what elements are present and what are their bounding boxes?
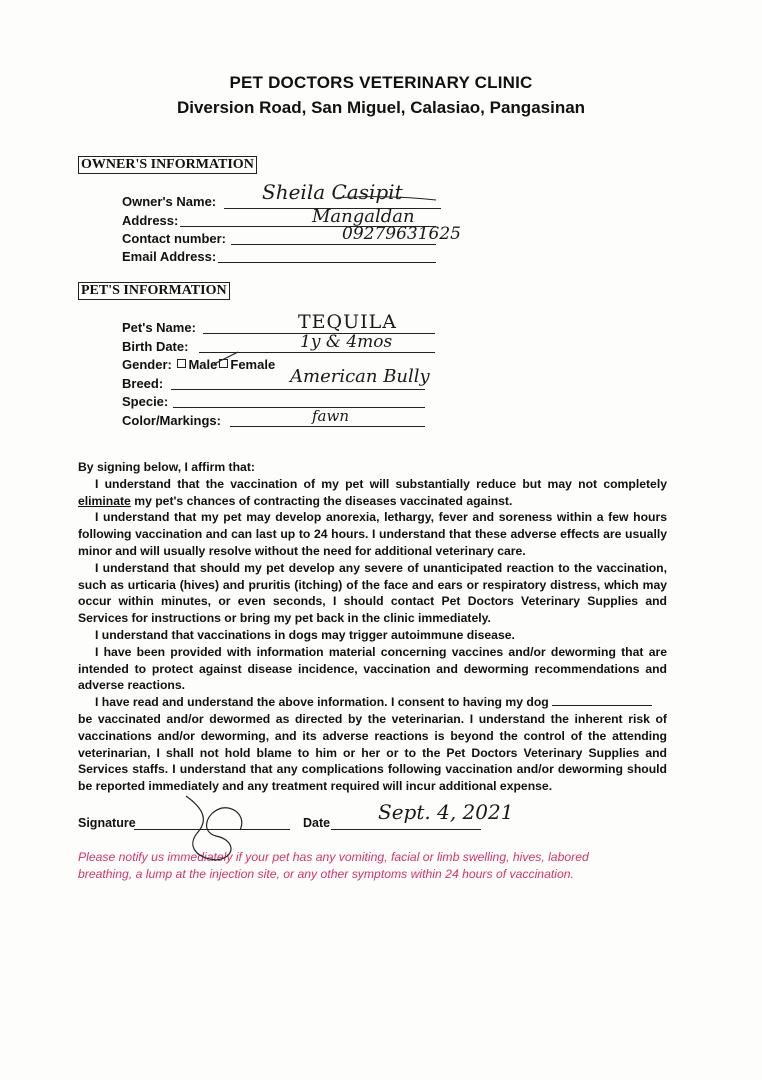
pet-name-label: Pet's Name: xyxy=(122,320,196,335)
consent-paragraph-3: I understand that should my pet develop any severe of unanticipated reaction to the vaccination, such as urticaria (hives) and pruritis (itching) of the face and ears or respiratory distress, which may occur within minutes, or even seconds, I should contact Pet Doctors Veterinary Supplies and Services for instructions or bring my pet back in the clinic immediately. xyxy=(78,560,667,626)
consent-paragraph-5: I have been provided with information material concerning vaccines and/or deworming that are intended to protect against disease incidence, vaccination and deworming recommendations and adverse reactions. xyxy=(78,644,667,693)
color-value: fawn xyxy=(312,407,349,425)
contact-label: Contact number: xyxy=(122,231,226,246)
consent-paragraph-6: I have read and understand the above information. I consent to having my dog be vaccinated and/or dewormed as directed by the veterinarian. I understand the inherent risk of vaccinations and/or deworming, and its adverse reactions is beyond the control of the attending veterinarian, I shall not hold blame to him or her or to the Pet Doctors Veterinary Supplies and Services staffs. I understand that any complications following vaccination and/or deworming should be reported immediately and any treatment required will incur additional expense. xyxy=(78,695,667,794)
breed-value: American Bully xyxy=(290,366,430,387)
gender-label: Gender: xyxy=(122,357,172,372)
color-label: Color/Markings: xyxy=(122,413,221,428)
contact-value: 09279631625 xyxy=(342,224,461,244)
consent-intro: By signing below, I affirm that: xyxy=(78,460,255,474)
species-label: Specie: xyxy=(122,394,169,409)
pet-section-title: PET'S INFORMATION xyxy=(78,282,230,300)
male-option-label: Male xyxy=(188,357,218,372)
consent-paragraph-4: I understand that vaccinations in dogs may trigger autoimmune disease. xyxy=(95,627,515,642)
consent-paragraph-2: I understand that my pet may develop anorexia, lethargy, fever and soreness within a few hours following vaccination and can last up to 24 hours. I understand that these adverse effects are usually minor and will usually resolve without the need for additional veterinary care. xyxy=(78,510,667,558)
clinic-address: Diversion Road, San Miguel, Calasiao, Pangasinan xyxy=(176,98,586,117)
owner-name-value: Sheila Casipit xyxy=(262,180,403,204)
date-value: Sept. 4, 2021 xyxy=(378,800,514,824)
owner-name-label: Owner's Name: xyxy=(122,194,217,209)
breed-label: Breed: xyxy=(122,376,164,391)
notice-text: Please notify us immediately if your pet has any vomiting, facial or limb swelling, hives, labored breathing, a lump at the injection site, or any other symptoms within 24 hours of vaccination. xyxy=(78,850,589,881)
owner-section-title: OWNER'S INFORMATION xyxy=(78,156,257,174)
address-value: Mangaldan xyxy=(312,206,415,227)
pet-name-value: TEQUILA xyxy=(298,311,397,333)
signature-label: Signature xyxy=(78,816,136,830)
birth-date-value: 1y & 4mos xyxy=(300,332,393,352)
consent-paragraph-1: I understand that the vaccination of my pet will substantially reduce but may not completely eliminate my pet's chances of contracting the diseases vaccinated against. xyxy=(78,476,667,508)
clinic-name: PET DOCTORS VETERINARY CLINIC xyxy=(229,73,533,92)
date-label: Date xyxy=(303,816,331,830)
female-option-label: Female xyxy=(230,357,276,372)
email-label: Email Address: xyxy=(122,249,217,264)
birth-date-label: Birth Date: xyxy=(122,339,189,354)
address-label: Address: xyxy=(122,213,179,228)
